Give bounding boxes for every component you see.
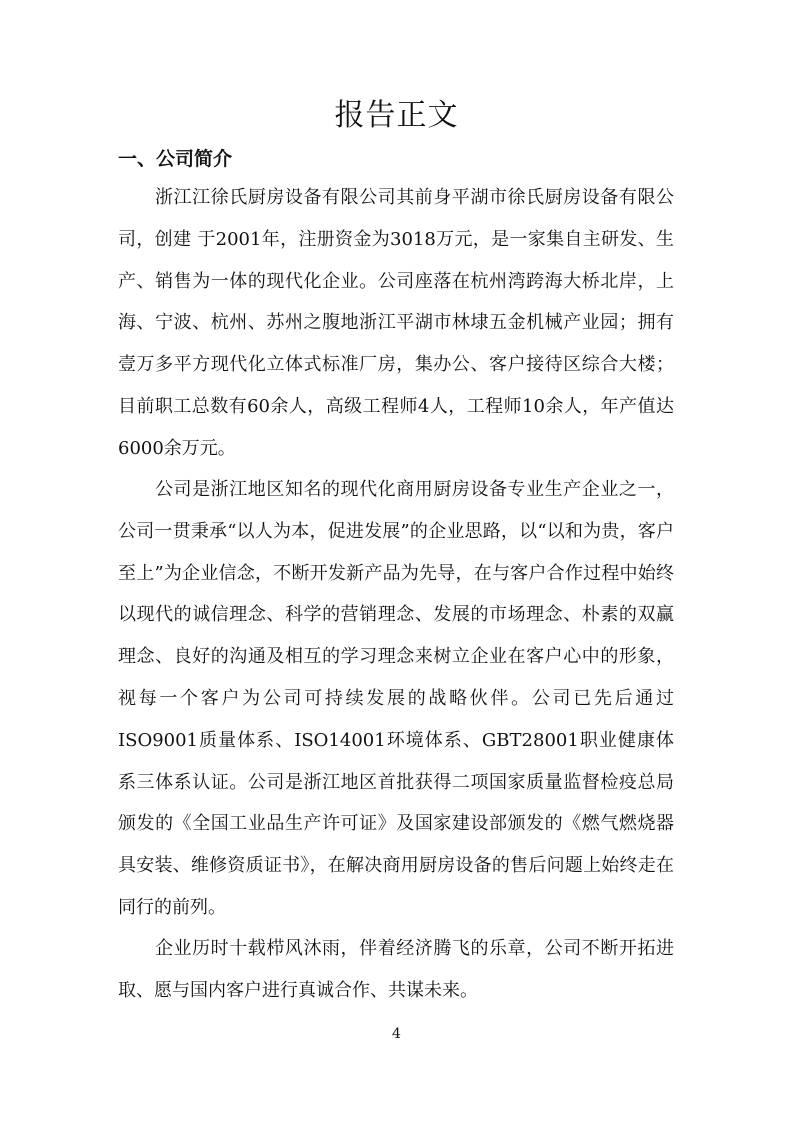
section-heading: 一、公司简介: [118, 148, 233, 170]
paragraph-company-overview: 浙江江徐氏厨房设备有限公司其前身平湖市徐氏厨房设备有限公司，创建 于2001年，注册资金为3018万元，是一家集自主研发、生产、销售为一体的现代化企业。公司座落在杭州湾跨海大桥北岸，上海、宁波、杭州、苏州之腹地浙江平湖市林埭五金机械产业园；拥有壹万多平方现代化立体式标准厂房，集办公、客户接待区综合大楼；目前职工总数有60余人，高级工程师4人，工程师10余人，年产值达6000余万元。: [118, 187, 674, 459]
paragraph-company-outlook: 企业历时十载栉风沐雨，伴着经济腾飞的乐章，公司不断开拓进取、愿与国内客户进行真诚合作、共谋未来。: [118, 938, 674, 1001]
page-title: 报告正文: [334, 98, 459, 133]
paragraph-company-philosophy: 公司是浙江地区知名的现代化商用厨房设备专业生产企业之一，公司一贯秉承“以人为本，促进发展”的企业思路，以“以和为贵，客户至上”为企业信念，不断开发新产品为先导，在与客户合作过程中始终以现代的诚信理念、科学的营销理念、发展的市场理念、朴素的双赢理念、良好的沟通及相互的学习理念来树立企业在客户心中的形象，视每一个客户为公司可持续发展的战略伙伴。公司已先后通过ISO9001质量体系、ISO14001环境体系、GBT28001职业健康体系三体系认证。公司是浙江地区首批获得二项国家质量监督检疫总局颁发的《全国工业品生产许可证》及国家建设部颁发的《燃气燃烧器具安装、维修资质证书》，在解决商用厨房设备的售后问题上始终走在同行的前列。: [118, 479, 674, 918]
page-number: 4: [392, 1026, 401, 1042]
